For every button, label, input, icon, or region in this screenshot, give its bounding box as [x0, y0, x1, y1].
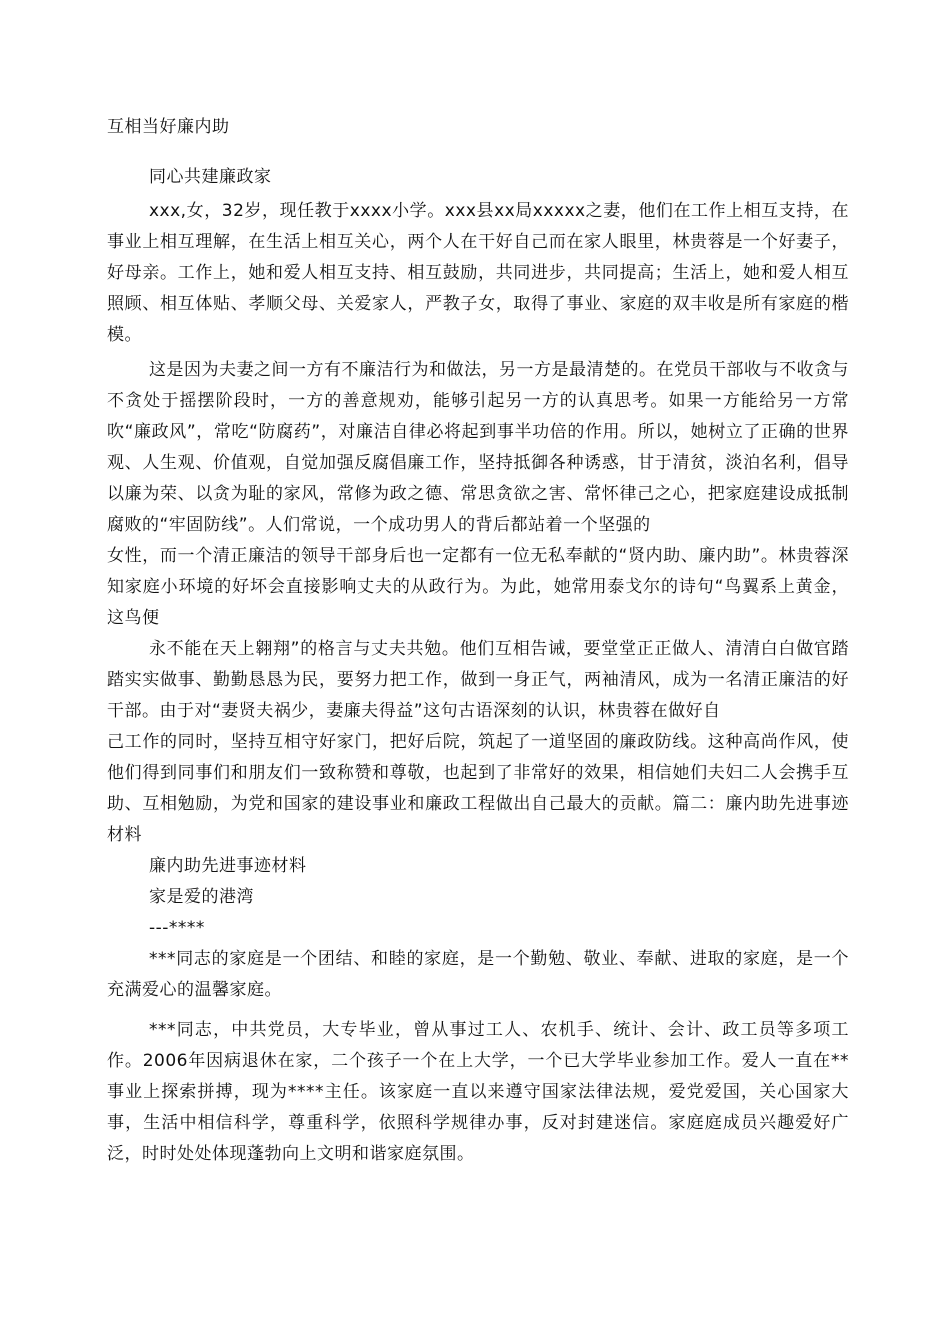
author-line: ---****	[149, 918, 205, 938]
document-subtitle: 同心共建廉政家	[149, 167, 272, 187]
document-page	[107, 112, 849, 1170]
paragraph-7: ***同志，中共党员，大专毕业，曾从事过工人、农机手、统计、会计、政工员等多项工作。2006年因病退休在家，二个孩子一个在上大学，一个已大学毕业参加工作。爱人一直在**事业上探索拼搏，现为****主任。该家庭一直以来遵守国家法律法规，爱党爱国，关心国家大事，生活中相信科学，尊重科学，依照科学规律办事，反对封建迷信。家庭庭成员兴趣爱好广泛，时时处处体现蓬勃向上文明和谐家庭氛围。	[107, 1020, 849, 1164]
paragraph-1: xxx,女，32岁，现任教于xxxx小学。xxx县xx局xxxxx之妻，他们在工作上相互支持，在事业上相互理解，在生活上相互关心，两个人在干好自己而在家人眼里，林贵蓉是一个好妻子，好母亲。工作上，她和爱人相互支持、相互鼓励，共同进步，共同提高；生活上，她和爱人相互照顾、相互体贴、孝顺父母、关爱家人，严教子女，取得了事业、家庭的双丰收是所有家庭的楷模。	[107, 201, 849, 345]
document-title: 互相当好廉内助	[107, 117, 230, 137]
paragraph-4: 永不能在天上翱翔”的格言与丈夫共勉。他们互相告诫，要堂堂正正做人、清清白白做官踏踏实实做事、勤勤恳恳为民，要努力把工作，做到一身正气，两袖清风，成为一名清正廉洁的好干部。由于对“妻贤夫祸少，妻廉夫得益”这句古语深刻的认识，林贵蓉在做好自	[107, 639, 849, 721]
paragraph-5: 己工作的同时，坚持互相守好家门，把好后院，筑起了一道坚固的廉政防线。这种高尚作风，使他们得到同事们和朋友们一致称赞和尊敬，也起到了非常好的效果，相信她们夫妇二人会携手互助、互相勉励，为党和国家的建设事业和廉政工程做出自己最大的贡献。篇二：廉内助先进事迹材料	[107, 732, 849, 845]
paragraph-2: 这是因为夫妻之间一方有不廉洁行为和做法，另一方是最清楚的。在党员干部收与不收贪与不贪处于摇摆阶段时，一方的善意规劝，能够引起另一方的认真思考。如果一方能给另一方常吹“廉政风”，常吃“防腐药”，对廉洁自律必将起到事半功倍的作用。所以，她树立了正确的世界观、人生观、价值观，自觉加强反腐倡廉工作，坚持抵御各种诱惑，甘于清贫，淡泊名利，倡导以廉为荣、以贪为耻的家风，常修为政之德、常思贪欲之害、常怀律己之心，把家庭建设成抵制腐败的“牢固防线”。人们常说，一个成功男人的背后都站着一个坚强的	[107, 360, 849, 535]
section-subheading: 家是爱的港湾	[149, 887, 254, 907]
section-heading: 廉内助先进事迹材料	[149, 856, 307, 876]
paragraph-6: ***同志的家庭是一个团结、和睦的家庭，是一个勤勉、敬业、奉献、进取的家庭，是一个充满爱心的温馨家庭。	[107, 949, 849, 1000]
paragraph-3: 女性，而一个清正廉洁的领导干部身后也一定都有一位无私奉献的“贤内助、廉内助”。林贵蓉深知家庭小环境的好坏会直接影响丈夫的从政行为。为此，她常用泰戈尔的诗句“鸟翼系上黄金，这鸟便	[107, 546, 849, 628]
